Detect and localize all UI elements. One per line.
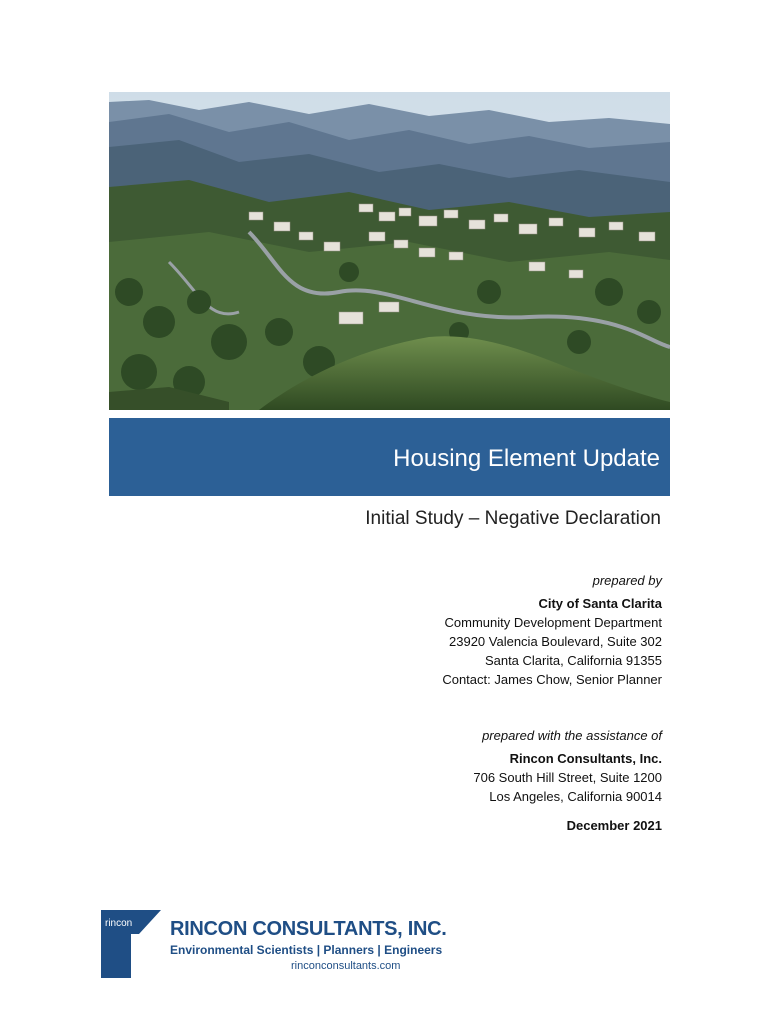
prepared-by-line: Community Development Department (444, 615, 662, 630)
rincon-logo (101, 910, 447, 980)
rincon-logo-mark (101, 910, 161, 978)
prepared-by-line: Contact: James Chow, Senior Planner (442, 672, 662, 687)
cover-photo-illustration (109, 92, 670, 410)
prepared-by-line: Santa Clarita, California 91355 (484, 653, 662, 668)
assisted-by-label: prepared with the assistance of (482, 728, 662, 743)
document-date: December 2021 (566, 818, 662, 833)
title-banner (109, 418, 670, 496)
assisted-by-block (473, 726, 662, 835)
document-title: Housing Element Update (393, 445, 660, 472)
assisted-by-line: 706 South Hill Street, Suite 1200 (473, 770, 662, 785)
cover-photo (109, 92, 670, 410)
document-subtitle: Initial Study – Negative Declaration (365, 508, 661, 529)
logo-tagline: Environmental Scientists | Planners | Engineers (170, 943, 443, 957)
logo-company-name: RINCON CONSULTANTS, INC. (170, 918, 447, 940)
assisted-by-org: Rincon Consultants, Inc. (509, 751, 662, 766)
prepared-by-line: 23920 Valencia Boulevard, Suite 302 (449, 634, 662, 649)
logo-url: rinconconsultants.com (291, 960, 401, 972)
logo-mark-text: rincon (105, 918, 133, 929)
prepared-by-label: prepared by (592, 573, 662, 588)
prepared-by-block (442, 571, 662, 689)
prepared-by-org: City of Santa Clarita (538, 596, 662, 611)
assisted-by-line: Los Angeles, California 90014 (489, 789, 662, 804)
